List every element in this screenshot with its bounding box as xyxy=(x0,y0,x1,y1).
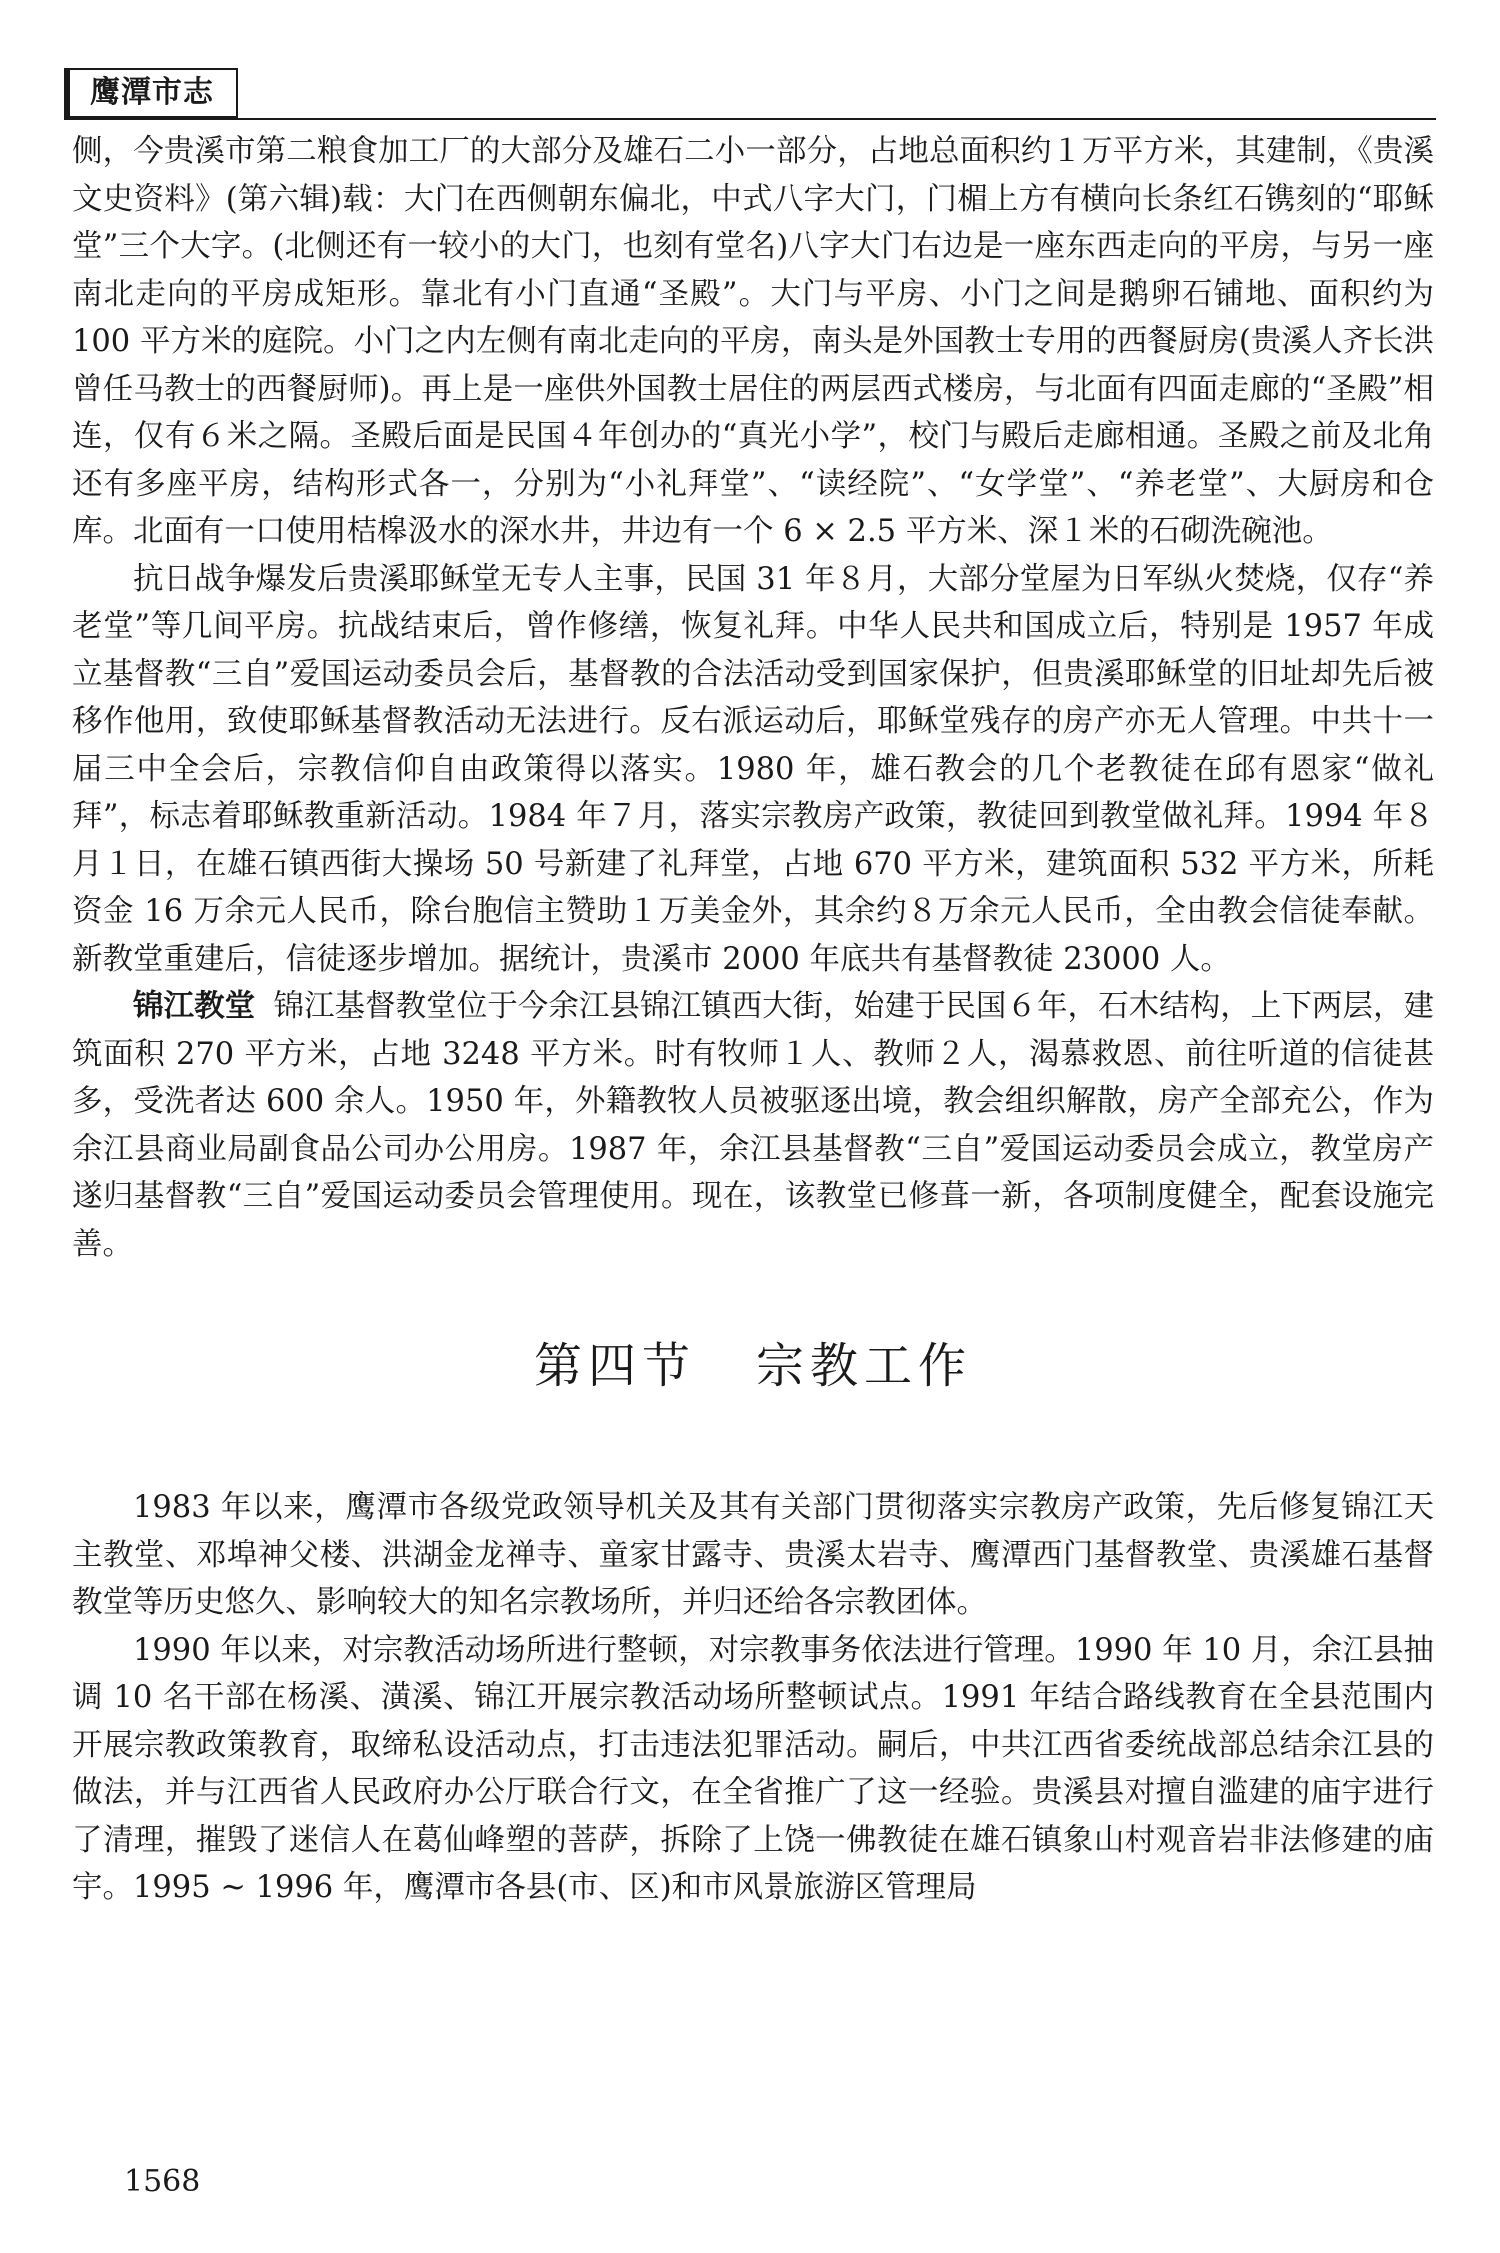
running-header xyxy=(64,64,1436,120)
paragraph-jinjiang-church xyxy=(72,983,1434,1268)
page-body xyxy=(72,128,1434,1912)
book-title: 鹰潭市志 xyxy=(64,68,238,118)
section-heading xyxy=(72,1336,1434,1396)
header-rule xyxy=(64,118,1436,120)
section-name: 宗教工作 xyxy=(756,1338,973,1394)
section-number: 第四节 xyxy=(533,1338,696,1394)
paragraph-1990: 1990 年以来，对宗教活动场所进行整顿，对宗教事务依法进行管理。1990 年 10 月，余江县抽调 10 名干部在杨溪、潢溪、锦江开展宗教活动场所整顿试点。1991 年结合路线教育在全县范围内开展宗教政策教育，取缔私设活动点，打击违法犯罪活动。嗣后，中共江西省委统战部总结余江县的做法，并与江西省人民政府办公厅联合行文，在全省推广了这一经验。贵溪县对擅自滥建的庙宇进行了清理，摧毁了迷信人在葛仙峰塑的菩萨，拆除了上饶一佛教徒在雄石镇象山村观音岩非法修建的庙宇。1995 ~ 1996 年，鹰潭市各县(市、区)和市风景旅游区管理局 xyxy=(72,1632,1434,1905)
paragraph-text: 锦江基督教堂位于今余江县锦江镇西大街，始建于民国６年，石木结构，上下两层，建筑面积 270 平方米，占地 3248 平方米。时有牧师１人、教师２人，渴慕救恩、前往听道的信徒甚多，受洗者达 600 余人。1950 年，外籍教牧人员被驱逐出境，教会组织解散，房产全部充公，作为余江县商业局副食品公司办公用房。1987 年，余江县基督教“三自”爱国运动委员会成立，教堂房产遂归基督教“三自”爱国运动委员会管理使用。现在，该教堂已修葺一新，各项制度健全，配套设施完善。 xyxy=(72,989,1435,1262)
paragraph-lead-term: 锦江教堂 xyxy=(133,989,256,1024)
paragraph-continuation: 侧，今贵溪市第二粮食加工厂的大部分及雄石二小一部分，占地总面积约１万平方米，其建制，《贵溪文史资料》(第六辑)载：大门在西侧朝东偏北，中式八字大门，门楣上方有横向长条红石镌刻的“耶稣堂”三个大字。(北侧还有一较小的大门，也刻有堂名)八字大门右边是一座东西走向的平房，与另一座南北走向的平房成矩形。靠北有小门直通“圣殿”。大门与平房、小门之间是鹅卵石铺地、面积约为 100 平方米的庭院。小门之内左侧有南北走向的平房，南头是外国教士专用的西餐厨房(贵溪人齐长洪曾任马教士的西餐厨师)。再上是一座供外国教士居住的两层西式楼房，与北面有四面走廊的“圣殿”相连，仅有６米之隔。圣殿后面是民国４年创办的“真光小学”，校门与殿后走廊相通。圣殿之前及北角还有多座平房，结构形式各一，分别为“小礼拜堂”、“读经院”、“女学堂”、“养老堂”、大厨房和仓库。北面有一口使用桔槔汲水的深水井，井边有一个 6 × 2.5 平方米、深１米的石砌洗碗池。 xyxy=(72,134,1434,549)
paragraph-guixi-church-history: 抗日战争爆发后贵溪耶稣堂无专人主事，民国 31 年８月，大部分堂屋为日军纵火焚烧，仅存“养老堂”等几间平房。抗战结束后，曾作修缮，恢复礼拜。中华人民共和国成立后，特别是 1957 年成立基督教“三自”爱国运动委员会后，基督教的合法活动受到国家保护，但贵溪耶稣堂的旧址却先后被移作他用，致使耶稣基督教活动无法进行。反右派运动后，耶稣堂残存的房产亦无人管理。中共十一届三中全会后，宗教信仰自由政策得以落实。1980 年，雄石教会的几个老教徒在邱有恩家“做礼拜”，标志着耶稣教重新活动。1984 年７月，落实宗教房产政策，教徒回到教堂做礼拜。1994 年８月１日，在雄石镇西街大操场 50 号新建了礼拜堂，占地 670 平方米，建筑面积 532 平方米，所耗资金 16 万余元人民币，除台胞信主赞助１万美金外，其余约８万余元人民币，全由教会信徒奉献。新教堂重建后，信徒逐步增加。据统计，贵溪市 2000 年底共有基督教徒 23000 人。 xyxy=(72,561,1434,977)
paragraph-1983: 1983 年以来，鹰潭市各级党政领导机关及其有关部门贯彻落实宗教房产政策，先后修复锦江天主教堂、邓埠神父楼、洪湖金龙禅寺、童家甘露寺、贵溪太岩寺、鹰潭西门基督教堂、贵溪雄石基督教堂等历史悠久、影响较大的知名宗教场所，并归还给各宗教团体。 xyxy=(72,1490,1434,1620)
page-number: 1568 xyxy=(124,2164,201,2199)
section-body xyxy=(72,1484,1434,1912)
